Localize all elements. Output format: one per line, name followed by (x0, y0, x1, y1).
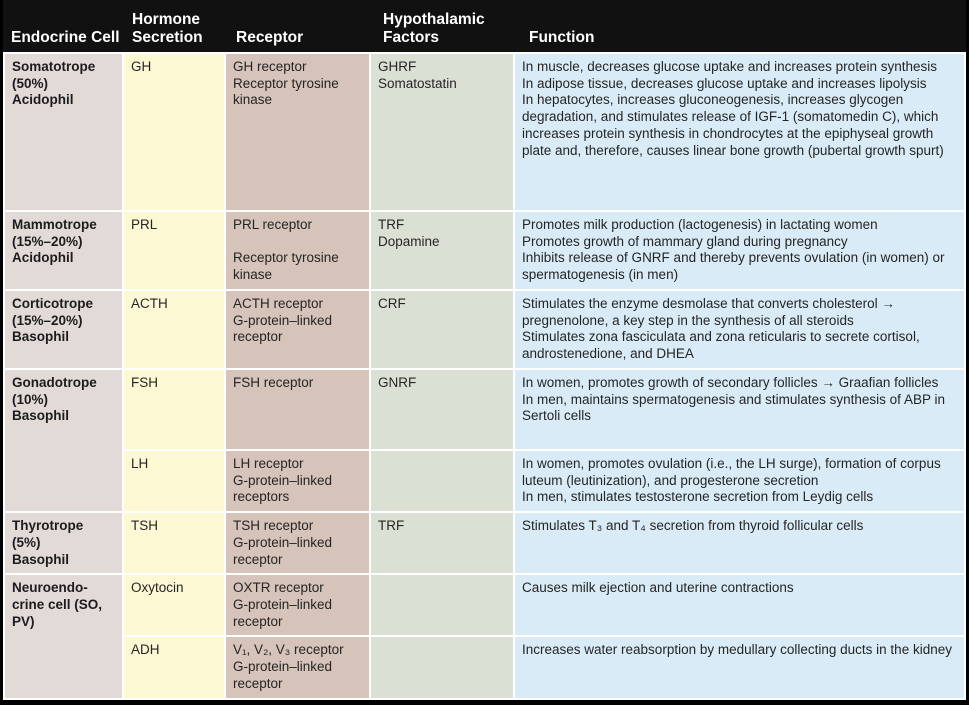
cell-line: (15%–20%) (12, 233, 83, 249)
cell-line: In men, stimulates testosterone secretion from Leydig cells (522, 489, 874, 505)
table-row-gonadotrope-lh (5, 451, 964, 511)
cell-line: Causes milk ejection and uterine contractions (522, 580, 794, 596)
cell-endocrine-cell (5, 575, 122, 697)
table-body (3, 52, 966, 700)
cell-line: Basophil (12, 551, 70, 567)
cell-line: CRF (378, 295, 406, 311)
cell-line: OXTR receptor (233, 580, 324, 596)
cell-line: In women, promotes growth of secondary follicles → Graafian follicles (522, 374, 939, 390)
cell-line: Inhibits release of GNRF and thereby prevents ovulation (in women) or spermatogenesis (in men) (522, 250, 945, 283)
cell-line: Gonadotrope (12, 374, 97, 390)
cell-function (515, 212, 964, 289)
cell-line: In hepatocytes, increases gluconeogenesis, increases glycogen degradation, and stimulates release of IGF-1 (somatomedin C), which increases protein synthesis in chondrocytes at the epiphyseal growth plate and, therefore, causes linear bone growth (pubertal growth spurt) (522, 92, 944, 158)
cell-line: crine cell (SO, (12, 597, 103, 613)
cell-hypothalamic-factors (371, 513, 513, 573)
table-row-somatotrope (5, 54, 964, 210)
cell-line: Promotes growth of mammary gland during pregnancy (522, 233, 848, 249)
cell-line: Dopamine (378, 233, 440, 249)
cell-line: (10%) (12, 391, 49, 407)
cell-hypothalamic-factors (371, 451, 513, 511)
cell-line: Stimulates the enzyme desmolase that converts cholesterol → pregnenolone, a key step in the synthesis of all steroids (522, 295, 895, 328)
cell-line: PV) (12, 613, 35, 629)
column-header-function: Function (529, 29, 595, 47)
table-row-corticotrope (5, 291, 964, 368)
cell-line: (50%) (12, 75, 49, 91)
cell-function (515, 575, 964, 635)
cell-line: Receptor tyrosine kinase (233, 250, 339, 283)
cell-line: GHRF (378, 59, 417, 74)
cell-line: TRF (378, 217, 405, 232)
cell-line: Neuroendo- (12, 580, 88, 596)
cell-line: LH receptor (233, 455, 304, 471)
cell-hypothalamic-factors (371, 575, 513, 635)
column-header-receptor: Receptor (236, 29, 304, 47)
cell-receptor (226, 575, 369, 635)
cell-receptor (226, 637, 369, 697)
cell-hormone: LH (124, 451, 224, 511)
cell-hormone: FSH (124, 370, 224, 449)
cell-line: Increases water reabsorption by medullary collecting ducts in the kidney (522, 642, 952, 658)
cell-line: FSH receptor (233, 374, 314, 390)
cell-function (515, 451, 964, 511)
cell-hypothalamic-factors (371, 54, 513, 210)
cell-line: Stimulates T₃ and T₄ secretion from thyroid follicular cells (522, 518, 864, 534)
cell-line: Acidophil (12, 92, 74, 108)
cell-hormone: Oxytocin (124, 575, 224, 635)
cell-receptor (226, 291, 369, 368)
cell-hypothalamic-factors (371, 291, 513, 368)
table-header-row (3, 0, 966, 52)
cell-receptor (226, 370, 369, 449)
cell-hypothalamic-factors (371, 637, 513, 697)
cell-line: Promotes milk production (lactogenesis) in lactating women (522, 217, 878, 232)
cell-receptor (226, 54, 369, 210)
cell-line: G-protein–linked receptor (233, 534, 333, 567)
cell-line: Thyrotrope (12, 518, 84, 534)
cell-hormone: PRL (124, 212, 224, 289)
cell-function (515, 370, 964, 449)
cell-function (515, 637, 964, 697)
cell-line: In adipose tissue, decreases glucose uptake and increases lipolysis (522, 75, 927, 91)
cell-endocrine-cell (5, 54, 122, 210)
cell-line: TSH receptor (233, 518, 314, 534)
cell-hormone: TSH (124, 513, 224, 573)
cell-line: Somatostatin (378, 75, 457, 91)
table-row-gonadotrope-fsh (5, 370, 964, 449)
table-row-thyrotrope (5, 513, 964, 573)
cell-line: GNRF (378, 374, 417, 390)
cell-receptor (226, 212, 369, 289)
cell-endocrine-cell (5, 212, 122, 289)
cell-hormone: ACTH (124, 291, 224, 368)
cell-function (515, 54, 964, 210)
cell-line: (15%–20%) (12, 312, 83, 328)
cell-hypothalamic-factors (371, 212, 513, 289)
cell-hormone: ADH (124, 637, 224, 697)
table-row-neuroendocrine-oxytocin (5, 575, 964, 635)
cell-line: G-protein–linked receptor (233, 597, 333, 629)
cell-endocrine-cell (5, 291, 122, 368)
cell-line: Corticotrope (12, 295, 93, 311)
cell-line: V₁, V₂, V₃ receptor (233, 642, 344, 658)
cell-line: G-protein–linked receptors (233, 472, 333, 505)
cell-function (515, 513, 964, 573)
cell-line: Basophil (12, 408, 70, 424)
cell-line: TRF (378, 518, 405, 534)
cell-line: ACTH receptor (233, 295, 324, 311)
cell-line: (5%) (12, 534, 41, 550)
cell-line: PRL receptor (233, 217, 313, 232)
column-header-hormone-secretion: Hormone Secretion (132, 11, 203, 47)
cell-endocrine-cell (5, 513, 122, 573)
cell-receptor (226, 513, 369, 573)
cell-line (233, 234, 363, 251)
cell-endocrine-cell (5, 370, 122, 511)
cell-line: G-protein–linked receptor (233, 659, 333, 691)
cell-line: GH receptor (233, 59, 307, 74)
cell-hypothalamic-factors (371, 370, 513, 449)
cell-line: In women, promotes ovulation (i.e., the LH surge), formation of corpus luteum (leutinization), and progesterone secretion (522, 455, 941, 488)
cell-line: G-protein–linked receptor (233, 312, 333, 345)
table-row-neuroendocrine-adh (5, 637, 964, 697)
cell-receptor (226, 451, 369, 511)
cell-line: Basophil (12, 329, 70, 345)
cell-line: Acidophil (12, 250, 74, 266)
cell-line: Mammotrope (12, 217, 97, 232)
cell-line: Stimulates zona fasciculata and zona reticularis to secrete cortisol, androstenedione, and DHEA (522, 329, 920, 362)
cell-line: Somatotrope (12, 59, 96, 74)
column-header-endocrine-cell: Endocrine Cell (11, 29, 120, 47)
cell-hormone: GH (124, 54, 224, 210)
cell-line: In men, maintains spermatogenesis and stimulates synthesis of ABP in Sertoli cells (522, 391, 945, 424)
column-header-hypothalamic-factors: Hypothalamic Factors (383, 11, 485, 47)
cell-line: Receptor tyrosine kinase (233, 75, 339, 108)
cell-line: In muscle, decreases glucose uptake and increases protein synthesis (522, 59, 937, 74)
table-row-mammotrope (5, 212, 964, 289)
cell-function (515, 291, 964, 368)
